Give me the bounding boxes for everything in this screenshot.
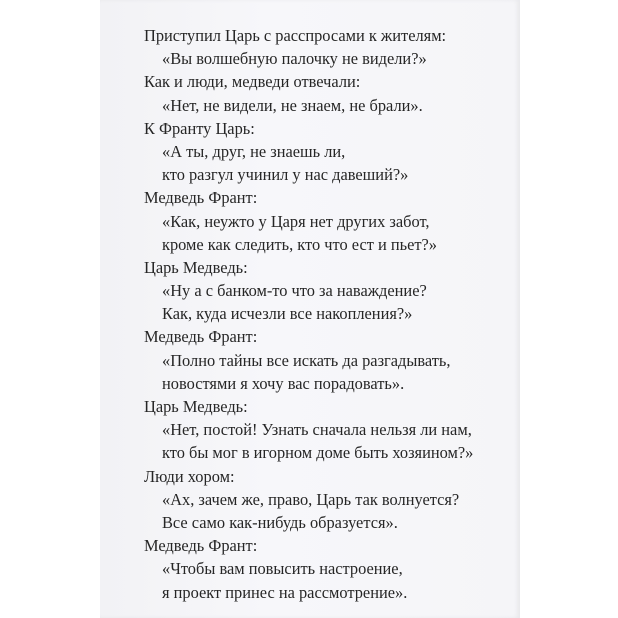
speaker-line: Медведь Франт:: [144, 536, 258, 556]
speaker-line: Как и люди, медведи отвечали:: [144, 72, 361, 92]
speaker-line: К Франту Царь:: [144, 118, 255, 138]
speaker-line: Люди хором:: [144, 466, 235, 486]
speech-line: кто бы мог в игорном доме быть хозяином?»: [162, 443, 474, 463]
speaker-line: Медведь Франт:: [144, 188, 258, 208]
speech-line: Все само как-нибудь образуется».: [162, 512, 398, 532]
speaker-line: Царь Медведь:: [144, 397, 248, 416]
speech-line: «А ты, друг, не знаешь ли,: [162, 141, 346, 161]
speech-line: «Ах, зачем же, право, Царь так волнуется?: [162, 489, 460, 509]
speech-line: новостями я хочу вас порадовать».: [162, 373, 405, 393]
speech-line: «Полно тайны все искать да разгадывать,: [162, 350, 451, 370]
speech-line: «Нет, не видели, не знаем, не брали».: [162, 95, 423, 115]
speech-line: «Ну а с банком-то что за наваждение?: [162, 281, 427, 301]
speech-line: «Вы волшебную палочку не видели?»: [162, 49, 427, 69]
speech-line: я проект принес на рассмотрение».: [162, 582, 408, 602]
speech-line: «Как, неужто у Царя нет других забот,: [162, 211, 430, 231]
speaker-line: Медведь Франт:: [144, 327, 258, 347]
verse-dialogue: [100, 24, 473, 604]
speech-line: «Чтобы вам повысить настроение,: [162, 559, 403, 579]
speech-line: кто разгул учинил у нас давеший?»: [162, 165, 409, 185]
speaker-line: Царь Медведь:: [144, 257, 248, 277]
speaker-line: Приступил Царь с расспросами к жителям:: [144, 26, 447, 45]
speech-line: «Нет, постой! Узнать сначала нельзя ли нам,: [162, 420, 472, 440]
book-page: [100, 0, 520, 618]
speech-line: Как, куда исчезли все накопления?»: [162, 304, 413, 324]
speech-line: кроме как следить, кто что ест и пьет?»: [162, 234, 438, 254]
